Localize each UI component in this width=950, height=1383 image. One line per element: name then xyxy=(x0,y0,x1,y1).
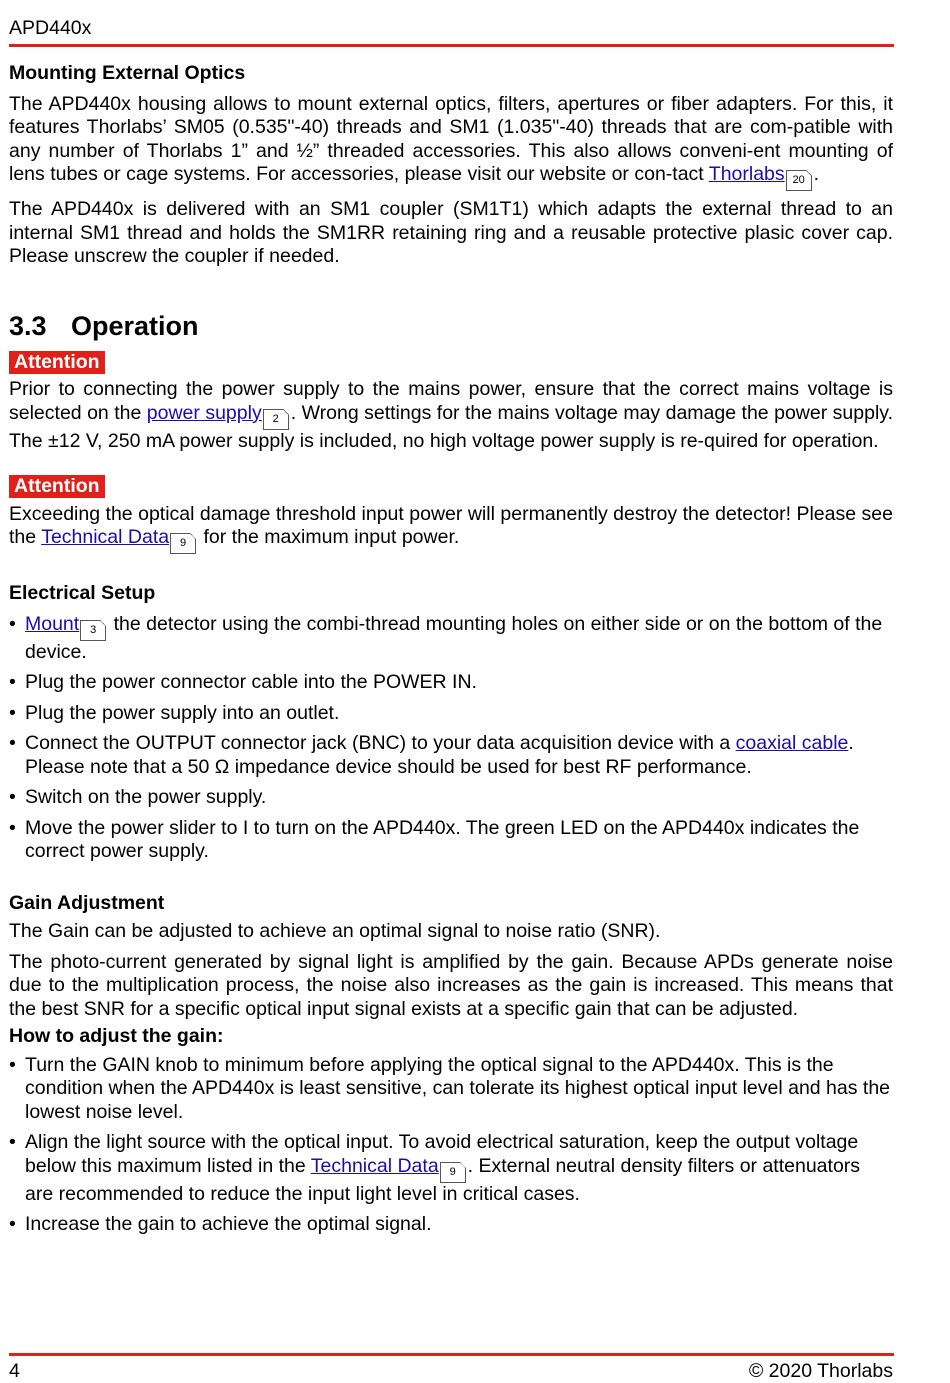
section-title xyxy=(9,309,893,343)
list-item xyxy=(9,613,893,665)
attention-text-2 xyxy=(9,503,893,555)
page-ref-icon[interactable]: 9 xyxy=(440,1162,466,1183)
howto-heading: How to adjust the gain: xyxy=(9,1025,224,1047)
page-body xyxy=(9,62,893,1237)
list-item xyxy=(9,732,893,779)
list-item-text: the detector using the combi-thread mounting holes on either side or on the bottom of the device. xyxy=(25,612,883,663)
mount-link[interactable]: Mount xyxy=(25,612,80,635)
header-rule xyxy=(9,44,894,47)
list-item: • Switch on the power supply. xyxy=(9,786,893,810)
list-item-text: Align the light source with the optical input. To avoid electrical saturation, keep the output voltage below this maximum listed in the xyxy=(25,1131,859,1177)
page-number: 4 xyxy=(9,1360,20,1382)
technical-data-link[interactable]: Technical Data xyxy=(41,526,170,548)
list-item: • Plug the power supply into an outlet. xyxy=(9,702,893,726)
page-ref-icon[interactable]: 9 xyxy=(170,533,196,554)
gain-paragraph-1: The Gain can be adjusted to achieve an optimal signal to noise ratio (SNR). xyxy=(9,920,661,942)
attention-text-1 xyxy=(9,378,893,453)
attention-badge: Attention xyxy=(9,475,105,498)
attention-text-end: for the maximum input power. xyxy=(198,526,460,548)
gain-heading: Gain Adjustment xyxy=(9,891,165,914)
list-item: • Move the power slider to I to turn on the APD440x. The green LED on the APD440x indicates the correct power supply. xyxy=(9,817,893,864)
gain-list xyxy=(9,1054,893,1237)
copyright: © 2020 Thorlabs xyxy=(748,1360,893,1382)
attention-text-end: . Wrong settings for the mains voltage may damage the power supply. The ±12 V, 250 mA power supply is included, no high voltage power supply is re-quired for operation. xyxy=(9,401,893,452)
gain-paragraph-2: The photo-current generated by signal light is amplified by the gain. Because APDs generate noise due to the multiplication process, the noise also increases as the gain is increased. This means that the best SNR for a specific optical input signal exists at a specific gain that can be adjusted. xyxy=(9,950,893,1020)
mounting-paragraph-2: The APD440x is delivered with an SM1 coupler (SM1T1) which adapts the external thread to an internal SM1 thread and holds the SM1RR retaining ring and a reusable protective plasic cover cap. Please unscrew the coupler if needed. xyxy=(9,198,893,267)
list-item: • Increase the gain to achieve the optimal signal. xyxy=(9,1213,893,1237)
list-item-text-end: . External neutral density filters or attenuators are recommended to reduce the input light level in critical cases. xyxy=(25,1154,861,1205)
section-number: 3.3 xyxy=(9,310,47,341)
list-item-text-end: . Please note that a 50 Ω impedance device should be used for best RF performance. xyxy=(25,732,854,778)
electrical-heading: Electrical Setup xyxy=(9,582,156,604)
list-item: • Turn the GAIN knob to minimum before applying the optical signal to the APD440x. This is the condition when the APD440x is least sensitive, can tolerate its highest optical input level and has the lowest noise level. xyxy=(9,1054,893,1125)
mounting-text-end: . xyxy=(813,163,820,185)
section-title-text: Operation xyxy=(71,310,199,341)
mounting-heading: Mounting External Optics xyxy=(9,62,246,84)
power-supply-link[interactable]: power supply xyxy=(146,401,262,424)
list-item-text: Connect the OUTPUT connector jack (BNC) to your data acquisition device with a xyxy=(25,732,736,754)
coaxial-cable-link[interactable]: coaxial cable xyxy=(735,732,849,754)
list-item: • Plug the power connector cable into the POWER IN. xyxy=(9,671,893,695)
mounting-text: The APD440x housing allows to mount external optics, filters, apertures or fiber adapters. For this, it features Thorlabs’ SM05 (0.535"-40) threads and SM1 (1.035"-40) threads that are com-patible with any number of Thorlabs 1” and ½” threaded accessories. This also allows conveni-ent mounting of lens tubes or cage systems. For accessories, please visit our website or con-tact xyxy=(9,92,893,185)
page-ref-icon[interactable]: 20 xyxy=(786,170,812,191)
attention-text: Exceeding the optical damage threshold input power will permanently destroy the detector! Please see the xyxy=(9,502,893,548)
technical-data-link[interactable]: Technical Data xyxy=(310,1154,439,1177)
attention-badge: Attention xyxy=(9,351,105,374)
electrical-list xyxy=(9,613,893,864)
page-ref-icon[interactable]: 3 xyxy=(80,620,106,641)
attention-text: Prior to connecting the power supply to the mains power, ensure that the correct mains voltage is selected on the xyxy=(9,378,893,424)
running-header: APD440x xyxy=(9,17,92,39)
page-ref-icon[interactable]: 2 xyxy=(263,409,289,430)
thorlabs-link[interactable]: Thorlabs xyxy=(708,163,785,185)
mounting-paragraph-1 xyxy=(9,93,893,192)
footer-rule xyxy=(9,1353,894,1356)
list-item xyxy=(9,1131,893,1206)
